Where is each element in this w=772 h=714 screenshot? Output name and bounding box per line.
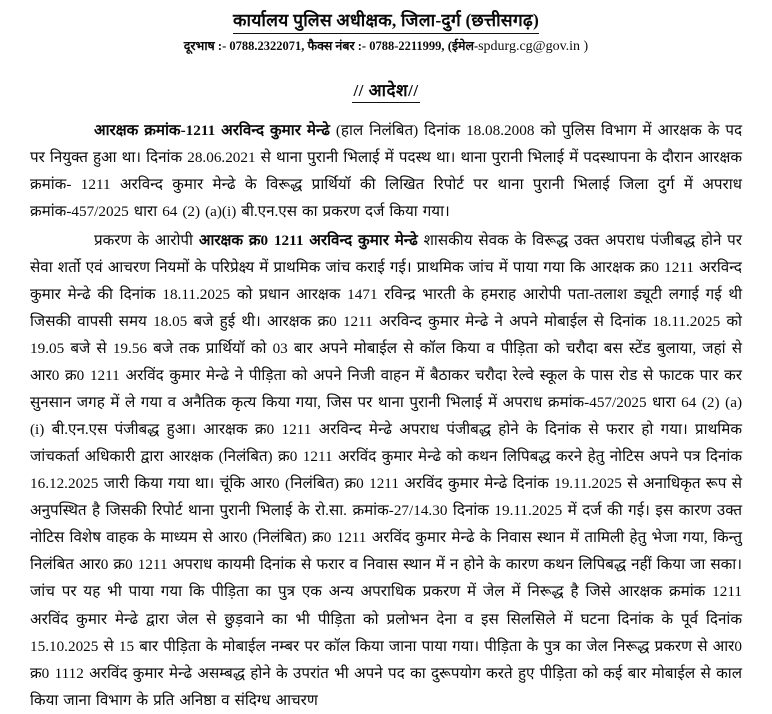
office-title: कार्यालय पुलिस अधीक्षक, जिला-दुर्ग (छत्तीसगढ़) bbox=[233, 10, 539, 34]
email-label: (ईमेल- bbox=[447, 38, 479, 53]
letterhead bbox=[30, 10, 742, 56]
paragraph-2 bbox=[30, 227, 742, 714]
fax-label: फैक्स नंबर :- bbox=[307, 38, 367, 53]
fax-value: 0788-2211999, bbox=[369, 38, 445, 53]
order-heading: // आदेश// bbox=[352, 78, 419, 103]
paragraph-1-text: (हाल निलंबित) दिनांक 18.08.2008 को पुलिस विभाग में आरक्षक के पद पर नियुक्त हुआ था। दिनांक 28.06.2021 से थाना पुरानी भिलाई में पदस्थ था। थाना पुरानी भिलाई में पदस्थापना के दौरान आरक्षक क्रमांक- 1211 अरविन्द कुमार मेन्ढे के विरूद्ध प्रार्थियॉ की लिखित रिपोर्ट पर थाना पुरानी भिलाई जिला दुर्ग में अपराध क्रमांक-457/2025 धारा 64 (2) (a)(i) बी.एन.एस का प्रकरण दर्ज किया गया। bbox=[30, 121, 743, 220]
email-value: spdurg.cg@gov.in ) bbox=[478, 38, 589, 54]
paragraph-1 bbox=[30, 117, 742, 225]
paragraph-2-prefix: प्रकरण के आरोपी bbox=[94, 231, 193, 249]
paragraph-1-subject: आरक्षक क्रमांक-1211 अरविन्द कुमार मेन्ढे bbox=[94, 121, 330, 139]
phone-value: 0788.2322071, bbox=[229, 38, 305, 53]
phone-label: दूरभाष :- bbox=[183, 38, 227, 53]
contact-line bbox=[30, 39, 742, 56]
paragraph-2-text: शासकीय सेवक के विरूद्ध उक्त अपराध पंजीबद्ध होने पर सेवा शर्तो एवं आचरण नियमों के परिप्रेक्ष्य में प्राथमिक जांच कराई गई। प्राथमिक जांच में पाया गया कि आरक्षक क्र0 1211 अरविन्द कुमार मेन्ढे की दिनांक 18.11.2025 को प्रधान आरक्षक 1471 रविन्द्र भारती के हमराह आरोपी पता-तलाश ड्यूटी लगाई गई थी जिसकी वापसी समय 18.05 बजे हुई थी। आरक्षक क्र0 1211 अरविन्द कुमार मेन्ढे ने अपने मोबाईल से दिनांक 18.11.2025 को 19.05 बजे से 19.56 बजे तक प्रार्थियॉ को 03 बार अपने मोबाईल से कॉल किया व पीड़िता को चरौदा बस स्टेंड बुलाया, जहां से आर0 क्र0 1211 अरविंद कुमार मेन्ढे ने पीड़िता को अपने निजी वाहन में बैठाकर चरौदा रेल्वे स्कूल के पास रोड से फाटक पार कर सुनसान जगह में ले गया व अनैतिक कृत्य किया गया, जिस पर थाना पुरानी भिलाई में अपराध क्रमांक-457/2025 धारा 64 (2) (a)(i) बी.एन.एस पंजीबद्ध हुआ। आरक्षक क्र0 1211 अरविन्द मेन्ढे अपराध पंजीबद्ध होने के दिनांक से फरार हो गया। प्राथमिक जांचकर्ता अधिकारी द्वारा आरक्षक (निलंबित) क्र0 1211 अरविंद कुमार मेन्ढे को कथन लिपिबद्ध करने हेतु नोटिस अपने पत्र दिनांक 16.12.2025 जारी किया गया था। चूंकि आर0 (निलंबित) क्र0 1211 अरविंद कुमार मेन्ढे दिनांक 19.11.2025 से अनाधिकृत रूप से अनुपस्थित है जिसकी रिपोर्ट थाना पुरानी भिलाई के रो.सा. क्रमांक-27/14.30 दिनांक 19.11.2025 में दर्ज की गई। इस कारण उक्त नोटिस विशेष वाहक के माध्यम से आर0 (निलंबित) क्र0 1211 अरविंद कुमार मेन्ढे के निवास स्थान में तामिली हेतु भेजा गया, किन्तु निलंबित आर0 क्र0 1211 अपराध कायमी दिनांक से फरार व निवास स्थान में न होने के कारण कथन लिपिबद्ध नहीं किया जा सका। जांच पर यह भी पाया गया कि पीड़िता का पुत्र एक अन्य अपराधिक प्रकरण में जेल में निरूद्ध है जिसे आरक्षक क्रमांक 1211 अरविंद कुमार मेन्ढे द्वारा जेल से छुड़वाने का भी पीड़िता को प्रलोभन देना व इस सिलसिले में घटना दिनांक के पूर्व दिनांक 15.10.2025 से 15 बार पीड़िता के मोबाईल नम्बर पर कॉल किया जाना पाया गया। पीड़िता के पुत्र का जेल निरूद्ध प्रकरण से आर0 क्र0 1112 अरविंद कुमार मेन्ढे असम्बद्ध होने के उपरांत भी अपने पद का दुरूपयोग करते हुए पीड़िता को कई बार मोबाईल से काल किया जाना विभाग के प्रति अनिष्ठा व संदिग्ध आचरण bbox=[30, 231, 743, 709]
paragraph-2-subject: आरक्षक क्र0 1211 अरविन्द कुमार मेन्ढे bbox=[198, 231, 418, 249]
order-heading-container bbox=[30, 78, 742, 103]
document-body bbox=[30, 117, 742, 714]
